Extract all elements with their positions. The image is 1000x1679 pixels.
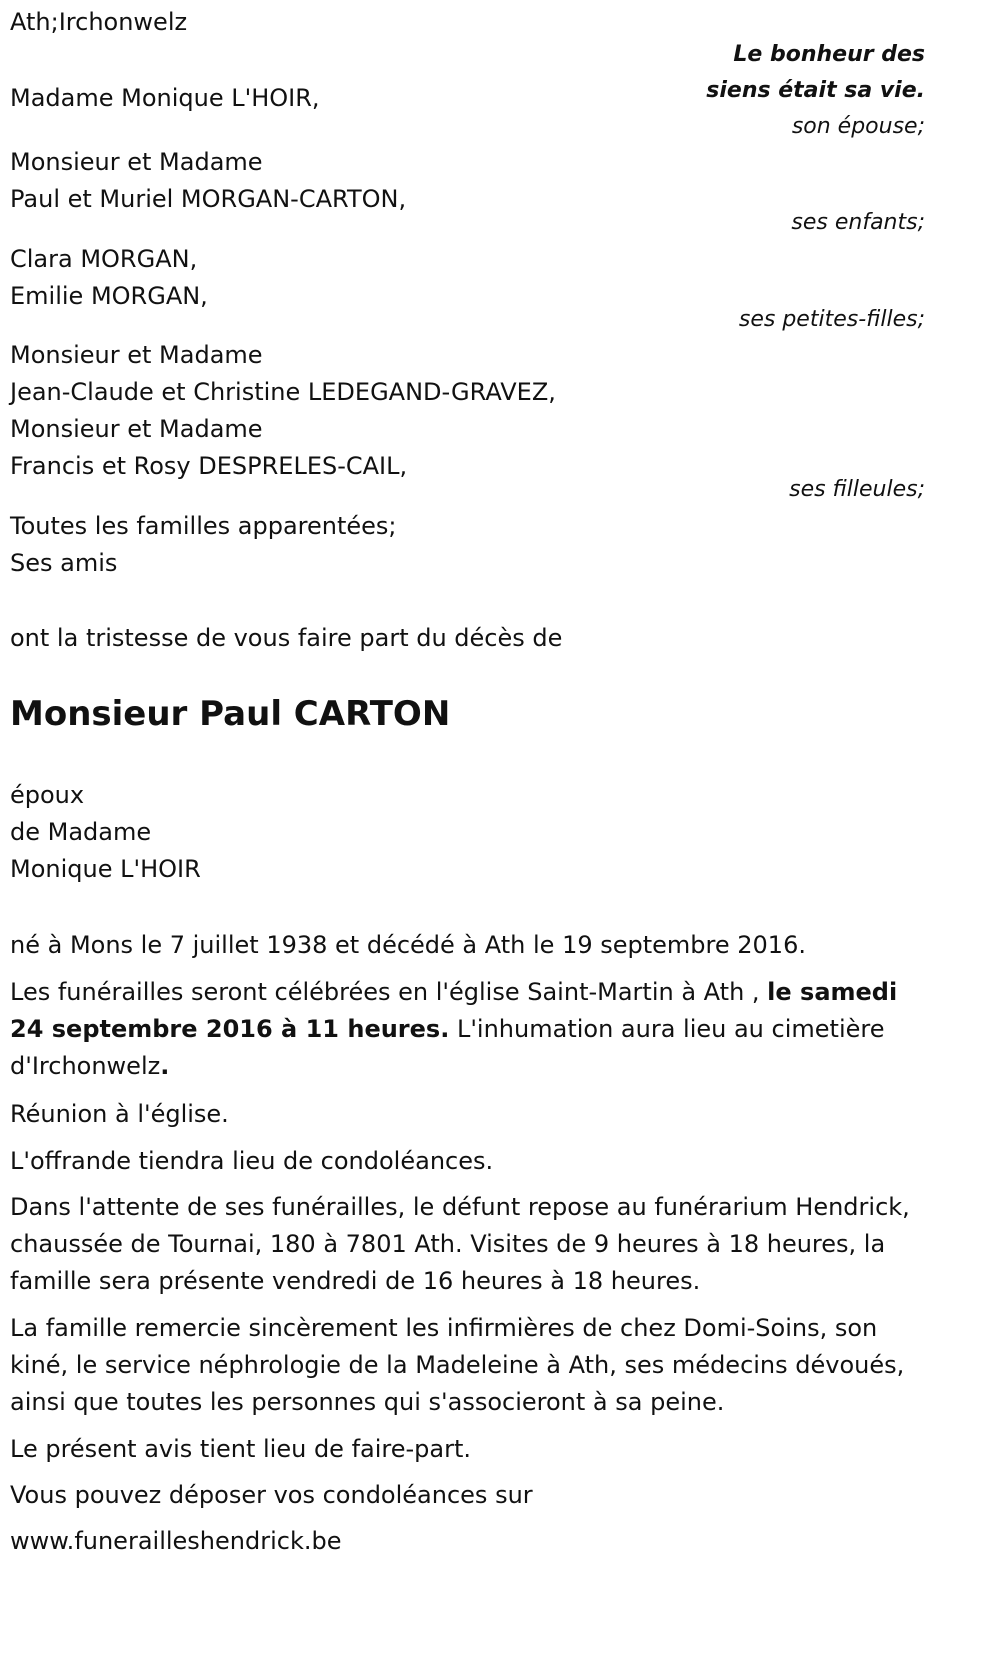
granddaughter-2: Emilie MORGAN, (10, 282, 208, 310)
motto-line-1: Le bonheur des (733, 42, 925, 67)
spouse-of-line-1: époux (10, 781, 85, 809)
goddaughters-line-4: Francis et Rosy DESPRELES-CAIL, (10, 452, 408, 480)
goddaughters-line-2: Jean-Claude et Christine LEDEGAND-GRAVEZ, (10, 378, 556, 406)
granddaughters-relation: ses petites-filles; (738, 307, 925, 332)
goddaughters-relation: ses filleules; (789, 477, 925, 502)
website-link[interactable]: www.funerailleshendrick.be (10, 1527, 342, 1555)
announcement: ont la tristesse de vous faire part du décès de (10, 624, 563, 652)
funeral-end: . (160, 1052, 170, 1080)
offering: L'offrande tiendra lieu de condoléances. (10, 1147, 494, 1175)
spouse-of-line-2: de Madame (10, 818, 152, 846)
rest-info: Dans l'attente de ses funérailles, le défunt repose au funérarium Hendrick, chaussée de Tournai, 180 à 7801 Ath. Visites de 9 heures à 18 heures, la famille sera présente vendredi de 16 heures à 18 heures. (10, 1193, 910, 1295)
children-relation: ses enfants; (791, 210, 925, 235)
spouse-of-line-3: Monique L'HOIR (10, 855, 201, 883)
children-line-1: Monsieur et Madame (10, 148, 263, 176)
notice: Le présent avis tient lieu de faire-part. (10, 1435, 472, 1463)
meeting: Réunion à l'église. (10, 1100, 229, 1128)
spouse-name: Madame Monique L'HOIR, (10, 84, 320, 112)
funeral-date: le samedi 24 septembre 2016 à 11 heures. (10, 978, 898, 1043)
friends: Ses amis (10, 549, 118, 577)
other-families: Toutes les familles apparentées; (10, 512, 397, 540)
spouse-relation: son épouse; (791, 114, 925, 139)
deceased-name: Monsieur Paul CARTON (10, 694, 451, 734)
location: Ath;Irchonwelz (10, 8, 188, 36)
burial-text: L'inhumation aura lieu au cimetière d'Irchonwelz (10, 1015, 885, 1080)
goddaughters-line-3: Monsieur et Madame (10, 415, 263, 443)
funeral-details (10, 974, 930, 1085)
funeral-text: Les funérailles seront célébrées en l'église Saint-Martin à Ath , (10, 978, 768, 1006)
birth-death: né à Mons le 7 juillet 1938 et décédé à Ath le 19 septembre 2016. (10, 931, 806, 959)
children-line-2: Paul et Muriel MORGAN-CARTON, (10, 185, 407, 213)
goddaughters-line-1: Monsieur et Madame (10, 341, 263, 369)
granddaughter-1: Clara MORGAN, (10, 245, 198, 273)
motto-line-2: siens était sa vie. (706, 78, 925, 103)
condolences-text: Vous pouvez déposer vos condoléances sur (10, 1481, 533, 1509)
thanks: La famille remercie sincèrement les infirmières de chez Domi-Soins, son kiné, le service néphrologie de la Madeleine à Ath, ses médecins dévoués, ainsi que toutes les personnes qui s'associeront à sa peine. (10, 1314, 905, 1416)
